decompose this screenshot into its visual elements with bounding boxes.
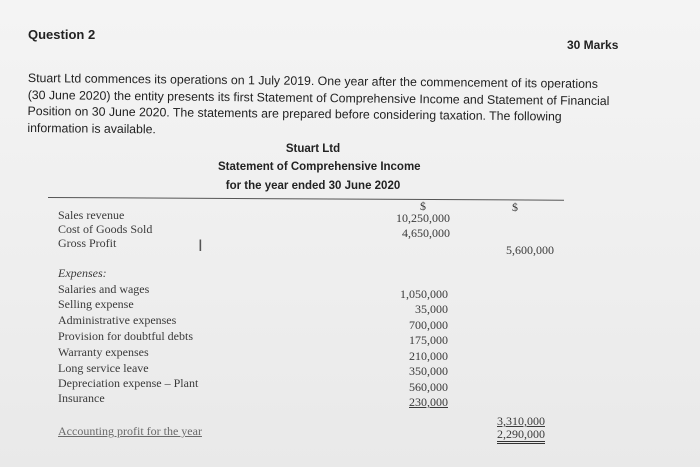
intro-line: Stuart Ltd commences its operations on 1 July 2019. One year after the commencement of its operations <box>27 70 599 91</box>
expense-value-text: 230,000 <box>409 395 448 409</box>
expense-value: 175,000 <box>409 333 448 347</box>
expense-value <box>358 395 448 410</box>
intro-paragraph <box>27 70 628 142</box>
accounting-profit-value-text: 2,290,000 <box>497 427 545 444</box>
gross-profit-value: 5,600,000 <box>506 243 554 257</box>
intro-line: Position on 30 June 2020. The statements are prepared before considering taxation. The following <box>27 103 562 124</box>
expense-label: Selling expense <box>58 297 134 311</box>
expense-value: 210,000 <box>409 349 448 363</box>
expense-value: 1,050,000 <box>400 287 448 301</box>
question-marks: 30 Marks <box>567 38 619 52</box>
header-rule <box>48 197 564 201</box>
expense-label: Insurance <box>58 391 105 405</box>
accounting-profit-label <box>58 424 202 439</box>
cogs-value: 4,650,000 <box>402 226 450 240</box>
expense-label: Provision for doubtful debts <box>58 329 193 343</box>
expense-label: Warranty expenses <box>58 345 149 359</box>
currency-header-col1: $ <box>420 199 426 213</box>
accounting-profit-label-text: Accounting profit for the year <box>58 424 202 438</box>
intro-line: (30 June 2020) the entity presents its first Statement of Comprehensive Income and Statement of Financial <box>27 87 610 108</box>
total-expenses-text: 3,310,000 <box>497 414 545 428</box>
expense-value: 350,000 <box>409 364 448 378</box>
cogs-label: Cost of Goods Sold <box>58 222 153 236</box>
expenses-heading: Expenses: <box>58 266 107 280</box>
intro-line: information is available. <box>27 120 156 136</box>
statement-name: Statement of Comprehensive Income <box>218 161 421 173</box>
expense-label: Administrative expenses <box>58 313 177 327</box>
sales-revenue-value: 10,250,000 <box>396 211 450 225</box>
currency-header-col2: $ <box>512 200 518 214</box>
question-title: Question 2 <box>28 27 96 42</box>
expense-value: 35,000 <box>415 302 448 316</box>
expense-label: Long service leave <box>58 361 149 375</box>
gross-profit-label: Gross Profit <box>58 236 117 250</box>
expense-label: Depreciation expense – Plant <box>58 376 199 390</box>
accounting-profit-value <box>455 427 545 442</box>
expense-value: 560,000 <box>409 380 448 394</box>
text-cursor-icon: I <box>198 236 203 255</box>
statement-period: for the year ended 30 June 2020 <box>225 180 401 192</box>
sales-revenue-label: Sales revenue <box>58 208 125 222</box>
expense-label: Salaries and wages <box>58 282 150 296</box>
statement-company: Stuart Ltd <box>285 143 341 155</box>
expense-value: 700,000 <box>409 318 448 332</box>
